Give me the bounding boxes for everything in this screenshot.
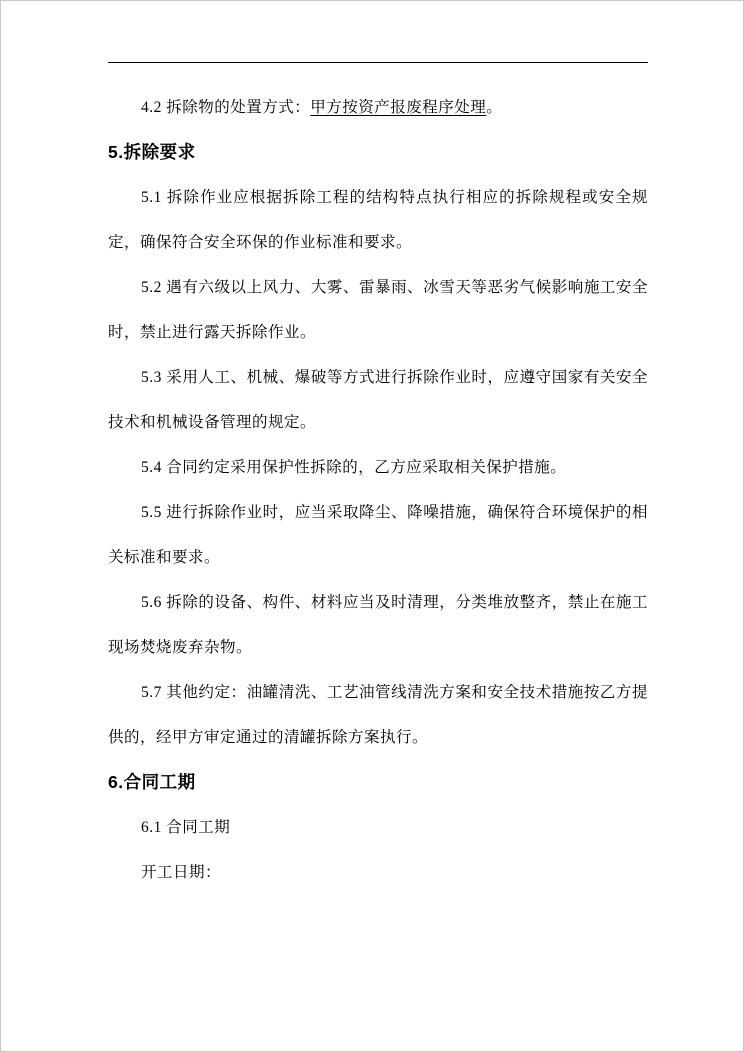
paragraph-5-4: 5.4 合同约定采用保护性拆除的，乙方应采取相关保护措施。 — [141, 459, 567, 476]
paragraph-5-5: 5.5 进行拆除作业时，应当采取降尘、降噪措施，确保符合环境保护的相关标准和要求。 — [108, 504, 648, 566]
paragraph-5-6: 5.6 拆除的设备、构件、材料应当及时清理，分类堆放整齐，禁止在施工现场焚烧废弃杂物。 — [108, 594, 648, 656]
paragraph-5-3: 5.3 采用人工、机械、爆破等方式进行拆除作业时，应遵守国家有关安全技术和机械设备管理的规定。 — [108, 369, 648, 431]
paragraph-5-1: 5.1 拆除作业应根据拆除工程的结构特点执行相应的拆除规程或安全规定，确保符合安全环保的作业标准和要求。 — [108, 189, 648, 251]
document-body — [108, 62, 648, 895]
paragraph-4-2-underlined-clause: 甲方按资产报废程序处理 — [310, 99, 487, 116]
heading-5-demolition-requirements: 5.拆除要求 — [108, 142, 196, 162]
paragraph-4-2-prefix: 4.2 拆除物的处置方式： — [141, 99, 311, 116]
header-divider — [108, 62, 648, 63]
heading-6-contract-duration: 6.合同工期 — [108, 772, 196, 792]
paragraph-6-1: 6.1 合同工期 — [141, 819, 231, 836]
paragraph-start-date: 开工日期： — [141, 864, 222, 881]
paragraph-4-2 — [108, 85, 648, 130]
paragraph-5-7: 5.7 其他约定：油罐清洗、工艺油管线清洗方案和安全技术措施按乙方提供的，经甲方审定通过的清罐拆除方案执行。 — [108, 684, 648, 746]
paragraph-5-2: 5.2 遇有六级以上风力、大雾、雷暴雨、冰雪天等恶劣气候影响施工安全时，禁止进行露天拆除作业。 — [108, 279, 648, 341]
paragraph-4-2-suffix: 。 — [486, 99, 503, 116]
